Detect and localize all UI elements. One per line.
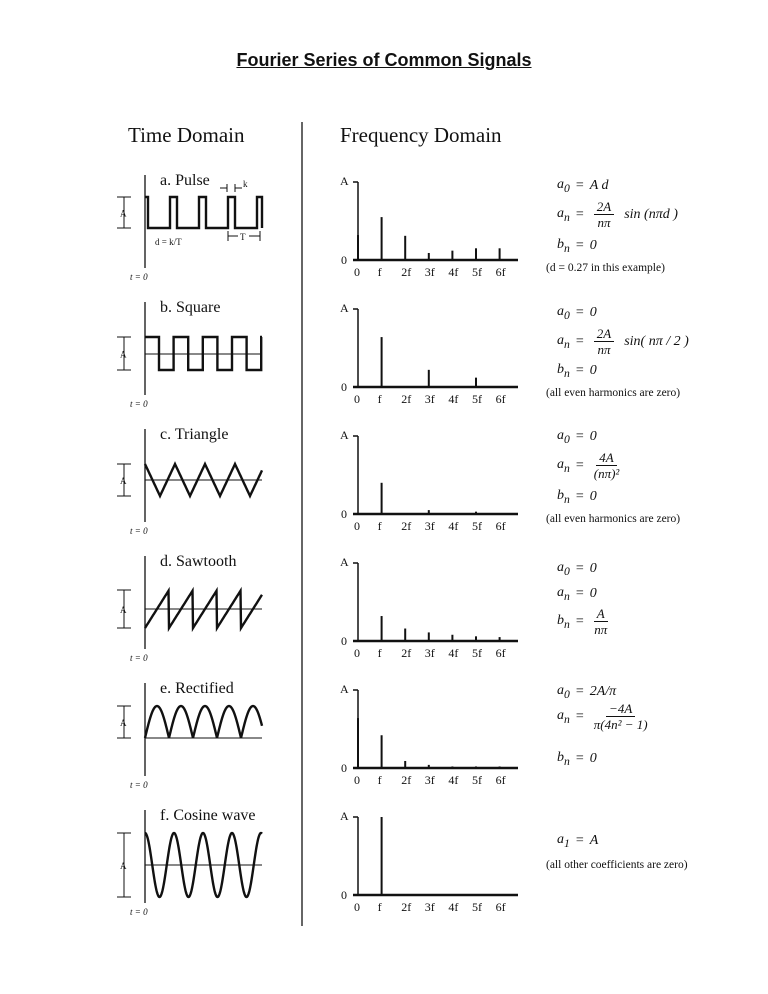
period-label: T <box>240 232 246 242</box>
time-domain-header: Time Domain <box>128 123 245 147</box>
coefficient-subscript: 0 <box>564 432 570 446</box>
frequency-tick-label: 5f <box>472 392 482 406</box>
equation <box>557 701 652 732</box>
coefficient <box>557 237 570 255</box>
frequency-tick-label: f <box>377 900 382 914</box>
amplitude-label: A <box>120 476 127 486</box>
coefficient-subscript: n <box>564 337 570 351</box>
frequency-tick-label: 5f <box>472 773 482 787</box>
fraction <box>594 326 614 357</box>
equals-sign: = <box>575 177 584 193</box>
coefficient-symbol: b <box>557 612 564 628</box>
signal-label: f. Cosine wave <box>160 807 256 824</box>
equals-sign: = <box>575 237 584 253</box>
frequency-tick-label: 5f <box>472 519 482 533</box>
equation-value: 0 <box>589 362 597 378</box>
equation <box>557 199 678 230</box>
coefficient-symbol: a <box>557 428 564 443</box>
frequency-tick-label: 0 <box>354 900 360 914</box>
coefficient <box>557 333 570 351</box>
equation-tail: sin( nπ / 2 ) <box>624 333 689 349</box>
equation-value: 2A/π <box>589 683 617 699</box>
signal-label: e. Rectified <box>160 680 234 697</box>
frequency-tick-label: 4f <box>448 900 459 914</box>
coefficient <box>557 750 570 768</box>
frequency-tick-label: 0 <box>354 265 360 279</box>
equation <box>557 450 623 481</box>
fraction <box>594 701 648 732</box>
spectrum-amplitude-label: A <box>340 428 349 442</box>
equals-sign: = <box>575 750 584 766</box>
coefficient-symbol: b <box>557 362 564 377</box>
frequency-tick-label: 4f <box>448 773 459 787</box>
spectrum-zero-label: 0 <box>341 888 347 902</box>
frequency-tick-label: 5f <box>472 646 482 660</box>
equation <box>557 362 597 380</box>
t-zero-label: t = 0 <box>130 907 148 917</box>
frequency-tick-label: 2f <box>401 265 412 279</box>
t-zero-label: t = 0 <box>130 526 148 536</box>
amplitude-label: A <box>120 605 127 615</box>
frequency-tick-label: 5f <box>472 900 482 914</box>
denominator: nπ <box>597 215 611 230</box>
coefficient-symbol: a <box>557 456 564 472</box>
coefficient <box>557 683 570 701</box>
rectified-waveform <box>145 706 262 738</box>
coefficient-subscript: 0 <box>564 687 570 701</box>
frequency-tick-label: 4f <box>448 646 459 660</box>
pulse-width-arrow-icon <box>220 184 242 192</box>
equals-sign: = <box>575 206 584 222</box>
frequency-tick-label: f <box>377 265 382 279</box>
equals-sign: = <box>575 708 584 724</box>
numerator: 2A <box>594 199 614 215</box>
equals-sign: = <box>575 428 584 444</box>
t-zero-label: t = 0 <box>130 399 148 409</box>
frequency-tick-label: 2f <box>401 519 412 533</box>
equals-sign: = <box>575 832 584 848</box>
frequency-tick-label: 6f <box>495 773 506 787</box>
frequency-tick-label: 4f <box>448 392 459 406</box>
pulse-waveform <box>145 197 262 228</box>
equation <box>557 606 612 637</box>
coefficient-symbol: a <box>557 683 564 698</box>
spectrum-amplitude-label: A <box>340 301 349 315</box>
fraction <box>594 450 620 481</box>
equals-sign: = <box>575 613 584 629</box>
equation <box>557 585 597 603</box>
pulse-width-label: k <box>243 179 248 189</box>
coefficient-symbol: b <box>557 488 564 503</box>
coefficient <box>557 708 570 726</box>
equation-value: 0 <box>589 560 597 576</box>
t-zero-label: t = 0 <box>130 653 148 663</box>
spectrum-amplitude-label: A <box>340 174 349 188</box>
denominator: nπ <box>594 622 608 637</box>
equation-note: (all other coefficients are zero) <box>546 859 688 871</box>
coefficient-subscript: 1 <box>564 836 570 850</box>
spectrum-amplitude-label: A <box>340 555 349 569</box>
coefficient-symbol: b <box>557 237 564 252</box>
coefficient-symbol: a <box>557 205 564 221</box>
equation-value: 0 <box>589 304 597 320</box>
frequency-tick-label: 3f <box>424 519 435 533</box>
coefficient <box>557 613 570 631</box>
frequency-tick-label: 0 <box>354 519 360 533</box>
equation-value: 0 <box>589 750 597 766</box>
coefficient-subscript: n <box>564 754 570 768</box>
signal-label: c. Triangle <box>160 426 229 443</box>
frequency-tick-label: 0 <box>354 773 360 787</box>
coefficient-symbol: a <box>557 177 564 192</box>
denominator: nπ <box>597 342 611 357</box>
frequency-tick-label: 2f <box>401 773 412 787</box>
coefficient <box>557 560 570 578</box>
equation <box>557 488 597 506</box>
signal-label: b. Square <box>160 299 221 316</box>
spectrum-zero-label: 0 <box>341 634 347 648</box>
coefficient-subscript: n <box>564 241 570 255</box>
coefficient <box>557 488 570 506</box>
t-zero-label: t = 0 <box>130 272 148 282</box>
coefficient-symbol: a <box>557 560 564 575</box>
frequency-tick-label: 2f <box>401 392 412 406</box>
equation-value: 0 <box>589 585 597 601</box>
coefficient-symbol: a <box>557 585 564 600</box>
numerator: −4A <box>606 701 635 717</box>
equals-sign: = <box>575 333 584 349</box>
coefficient-subscript: n <box>564 617 570 631</box>
amplitude-label: A <box>120 861 127 871</box>
coefficient <box>557 177 570 195</box>
equals-sign: = <box>575 683 584 699</box>
frequency-tick-label: 6f <box>495 900 506 914</box>
equation-note: (all even harmonics are zero) <box>546 513 681 525</box>
coefficient-subscript: n <box>564 492 570 506</box>
equation-note: (all even harmonics are zero) <box>546 387 681 399</box>
coefficient-subscript: 0 <box>564 308 570 322</box>
equation-value: A d <box>589 177 609 193</box>
equals-sign: = <box>575 457 584 473</box>
equals-sign: = <box>575 585 584 601</box>
frequency-tick-label: 2f <box>401 900 412 914</box>
equation-value: 0 <box>589 237 597 253</box>
equals-sign: = <box>575 560 584 576</box>
coefficient-subscript: n <box>564 366 570 380</box>
denominator: (nπ)² <box>593 466 620 481</box>
equation <box>557 304 597 322</box>
coefficient-subscript: n <box>564 210 570 224</box>
coefficient-symbol: a <box>557 332 564 348</box>
spectrum-zero-label: 0 <box>341 253 347 267</box>
document-title: Fourier Series of Common Signals <box>236 50 532 70</box>
coefficient <box>557 428 570 446</box>
frequency-tick-label: 2f <box>401 646 412 660</box>
spectrum-zero-label: 0 <box>341 380 347 394</box>
signal-label: d. Sawtooth <box>160 553 237 570</box>
amplitude-label: A <box>120 718 127 728</box>
equation <box>557 750 597 768</box>
equation <box>557 177 609 195</box>
equals-sign: = <box>575 304 584 320</box>
frequency-tick-label: 3f <box>424 392 435 406</box>
coefficient-subscript: n <box>564 589 570 603</box>
equation-tail: sin (nπd ) <box>624 206 678 222</box>
equation-note: (d = 0.27 in this example) <box>546 262 665 274</box>
equation-value: A <box>589 832 599 848</box>
spectrum-zero-label: 0 <box>341 507 347 521</box>
coefficient <box>557 304 570 322</box>
coefficient-subscript: 0 <box>564 564 570 578</box>
frequency-tick-label: f <box>377 646 382 660</box>
frequency-tick-label: 4f <box>448 265 459 279</box>
duty-cycle-label: d = k/T <box>155 237 182 247</box>
equation <box>557 428 597 446</box>
frequency-tick-label: 3f <box>424 646 435 660</box>
equation-value: 0 <box>589 488 597 504</box>
frequency-tick-label: 0 <box>354 392 360 406</box>
frequency-tick-label: 3f <box>424 773 435 787</box>
amplitude-label: A <box>120 208 127 219</box>
coefficient <box>557 832 570 850</box>
coefficient-symbol: b <box>557 750 564 765</box>
equals-sign: = <box>575 488 584 504</box>
spectrum-amplitude-label: A <box>340 682 349 696</box>
equation-value: 0 <box>589 428 597 444</box>
coefficient-symbol: a <box>557 832 564 847</box>
fraction <box>594 199 614 230</box>
frequency-tick-label: 3f <box>424 265 435 279</box>
coefficient-symbol: a <box>557 304 564 319</box>
coefficient <box>557 362 570 380</box>
numerator: 4A <box>596 450 616 466</box>
t-zero-label: t = 0 <box>130 780 148 790</box>
equation <box>557 832 598 850</box>
coefficient-subscript: n <box>564 712 570 726</box>
numerator: 2A <box>594 326 614 342</box>
coefficient <box>557 457 570 475</box>
signal-label: a. Pulse <box>160 172 210 189</box>
amplitude-label: A <box>120 349 127 360</box>
frequency-tick-label: 0 <box>354 646 360 660</box>
equation <box>557 560 597 578</box>
frequency-tick-label: 6f <box>495 646 506 660</box>
frequency-tick-label: 6f <box>495 519 506 533</box>
equals-sign: = <box>575 362 584 378</box>
frequency-tick-label: 6f <box>495 265 506 279</box>
frequency-tick-label: f <box>377 392 382 406</box>
equation <box>557 326 689 357</box>
coefficient-subscript: 0 <box>564 181 570 195</box>
frequency-tick-label: 3f <box>424 900 435 914</box>
coefficient-subscript: n <box>564 461 570 475</box>
spectrum-amplitude-label: A <box>340 809 349 823</box>
numerator: A <box>594 606 608 622</box>
frequency-domain-header: Frequency Domain <box>340 123 502 147</box>
fraction <box>594 606 608 637</box>
coefficient <box>557 585 570 603</box>
coefficient-symbol: a <box>557 707 564 723</box>
equation <box>557 237 597 255</box>
frequency-tick-label: 4f <box>448 519 459 533</box>
frequency-tick-label: f <box>377 519 382 533</box>
denominator: π(4n² − 1) <box>593 717 648 732</box>
frequency-tick-label: 5f <box>472 265 482 279</box>
frequency-tick-label: 6f <box>495 392 506 406</box>
coefficient <box>557 206 570 224</box>
equation <box>557 683 616 701</box>
frequency-tick-label: f <box>377 773 382 787</box>
spectrum-zero-label: 0 <box>341 761 347 775</box>
